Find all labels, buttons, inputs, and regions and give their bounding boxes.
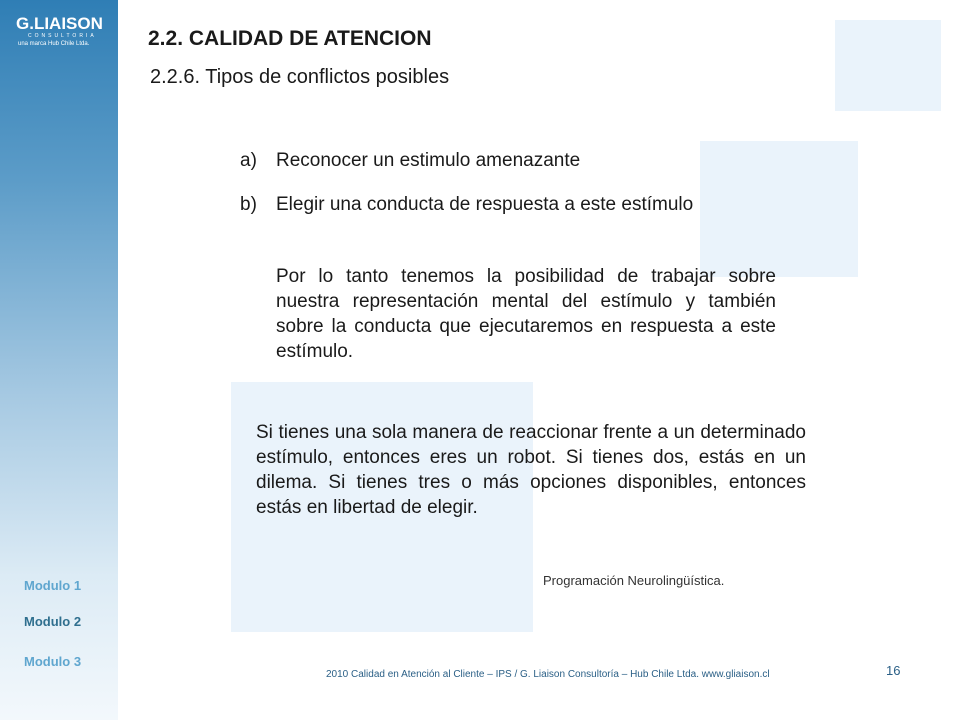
slide-title: 2.2. CALIDAD DE ATENCION [148, 27, 432, 50]
nav-modulo-2[interactable]: Modulo 2 [24, 614, 82, 629]
nav-modulo-1[interactable]: Modulo 1 [24, 578, 82, 593]
slide-subtitle: 2.2.6. Tipos de conflictos posibles [150, 66, 450, 88]
quote-text: Si tienes una sola manera de reaccionar frente a un determinado estímulo, entonces eres un robot. Si tienes dos, estás en un dilema. Si tienes tres o más opciones disponibles, entonces estás en libertad de elegir. [256, 422, 806, 518]
list-marker: a) [240, 150, 257, 171]
list-text: Elegir una conducta de respuesta a este estímulo [276, 194, 694, 215]
body-paragraph: Por lo tanto tenemos la posibilidad de trabajar sobre nuestra representación mental del estímulo y también sobre la conducta que ejecutaremos en respuesta a este estímulo. [276, 266, 776, 362]
company-logo [16, 14, 112, 49]
list-text: Reconocer un estimulo amenazante [276, 150, 581, 171]
list-marker: b) [240, 194, 257, 215]
decor-square-top [835, 20, 941, 111]
logo-tagline: una marca Hub Chile Ltda. [18, 41, 90, 47]
sidebar [0, 0, 118, 720]
quote-source: Programación Neurolingüística. [543, 573, 725, 588]
logo-sub: CONSULTORIA [28, 33, 97, 39]
page-number: 16 [886, 663, 901, 678]
logo-name: G.LIAISON [16, 14, 103, 33]
nav-modulo-3[interactable]: Modulo 3 [24, 654, 82, 669]
footer-text: 2010 Calidad en Atención al Cliente – IPS / G. Liaison Consultoría – Hub Chile Ltda. www.gliaison.cl [326, 669, 770, 680]
